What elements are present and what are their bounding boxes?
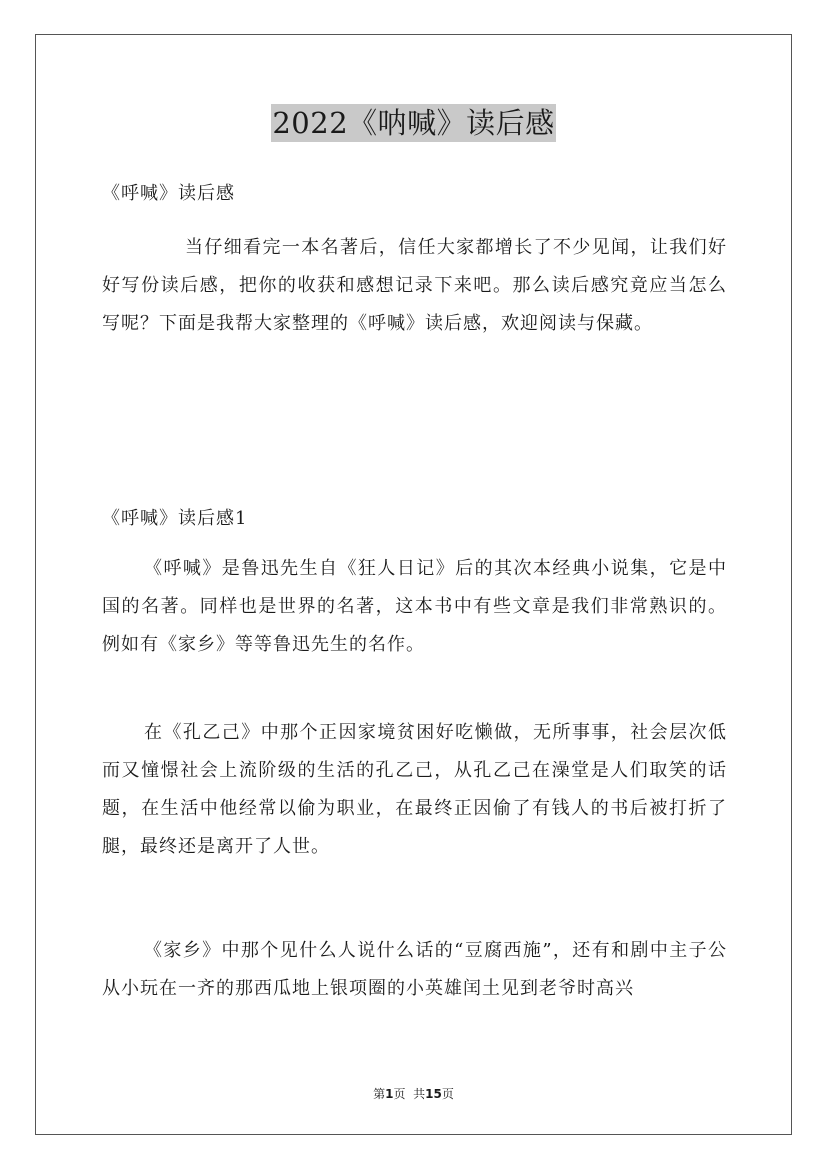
intro-paragraph: 当仔细看完一本名著后，信任大家都增长了不少见闻，让我们好好写份读后感，把你的收获和感想记录下来吧。那么读后感究竟应当怎么写呢？下面是我帮大家整理的《呼喊》读后感，欢迎阅读与保藏。 (102, 237, 727, 334)
body-paragraph-1: 《呼喊》是鲁迅先生自《狂人日记》后的其次本经典小说集，它是中国的名著。同样也是世界的名著，这本书中有些文章是我们非常熟识的。例如有《家乡》等等鲁迅先生的名作。 (102, 558, 727, 655)
footer-mid: 页 共 (393, 1087, 426, 1101)
current-page-number: 1 (385, 1087, 394, 1101)
document-subtitle: 《呼喊》读后感 (102, 183, 235, 204)
section-heading: 《呼喊》读后感1 (102, 508, 248, 529)
document-title: 2022《呐喊》读后感 (272, 106, 555, 140)
body-paragraph-3: 《家乡》中那个见什么人说什么话的“豆腐西施”，还有和剧中主子公从小玩在一齐的那西瓜地上银项圈的小英雄闰土见到老爷时高兴 (102, 940, 727, 999)
body-paragraph-2: 在《孔乙己》中那个正因家境贫困好吃懒做，无所事事，社会层次低而又憧憬社会上流阶级的生活的孔乙己，从孔乙己在澡堂是人们取笑的话题，在生活中他经常以偷为职业，在最终正因偷了有钱人的书后被打折了腿，最终还是离开了人世。 (102, 722, 727, 857)
title-container (0, 104, 827, 142)
footer-prefix: 第 (373, 1087, 386, 1101)
page-footer (0, 1085, 827, 1102)
total-page-count: 15 (425, 1087, 442, 1101)
footer-suffix: 页 (441, 1087, 454, 1101)
